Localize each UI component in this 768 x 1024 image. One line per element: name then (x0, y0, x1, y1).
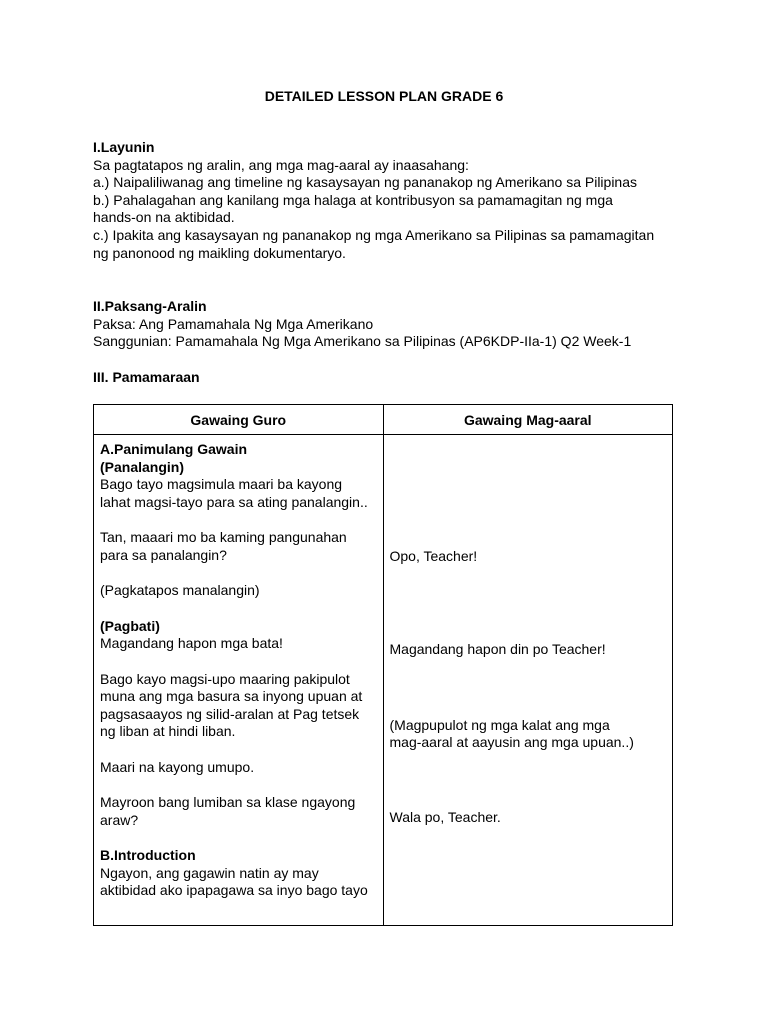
objectives-intro: Sa pagtatapos ng aralin, ang mga mag-aaral ay inaasahang: (93, 156, 469, 173)
teacher-line: Bago kayo magsi-upo maaring pakipulot (100, 671, 350, 687)
procedure-heading (93, 369, 693, 387)
column-header-student: Gawaing Mag-aaral (383, 405, 673, 435)
column-header-teacher: Gawaing Guro (94, 405, 384, 435)
teacher-line: para sa panalangin? (100, 547, 227, 563)
section-a-heading: A.Panimulang Gawain (100, 441, 248, 457)
section-b-heading: B.Introduction (100, 847, 196, 863)
greeting-heading: (Pagbati) (100, 618, 160, 634)
document-title: DETAILED LESSON PLAN GRADE 6 (264, 88, 504, 104)
teacher-line: Mayroon bang lumiban sa klase ngayong (100, 794, 356, 810)
table-row (94, 435, 673, 926)
objective-line: ng panonood ng maikling dokumentaryo. (93, 244, 346, 261)
objectives-section (93, 139, 693, 262)
subject-heading: II.Paksang-Aralin (93, 298, 207, 314)
student-line: (Magpupulot ng mga kalat ang mga (389, 717, 610, 733)
subject-topic: Paksa: Ang Pamamahala Ng Mga Amerikano (93, 315, 374, 332)
subject-reference: Sanggunian: Pamamahala Ng Mga Amerikano sa Pilipinas (AP6KDP-IIa-1) Q2 Week-1 (93, 333, 632, 350)
objective-line: b.) Pahalagahan ang kanilang mga halaga at kontribusyon sa pamamagitan ng mga (93, 191, 613, 208)
teacher-line: araw? (100, 812, 139, 828)
lesson-plan-table (93, 404, 673, 926)
teacher-cell (94, 435, 384, 926)
teacher-line: lahat magsi-tayo para sa ating panalangin.. (100, 494, 368, 510)
student-line: Opo, Teacher! (389, 548, 478, 564)
teacher-line: aktibidad ako ipapagawa sa inyo bago tayo (100, 882, 368, 898)
student-line: mag-aaral at aayusin ang mga upuan..) (389, 734, 634, 750)
student-line: Magandang hapon din po Teacher! (389, 641, 606, 657)
teacher-line: Maari na kayong umupo. (100, 759, 255, 775)
student-line: Wala po, Teacher. (389, 809, 501, 825)
teacher-line: muna ang mga basura sa inyong upuan at (100, 688, 363, 704)
objective-line: a.) Naipaliliwanag ang timeline ng kasaysayan ng pananakop ng Amerikano sa Pilipinas (93, 174, 638, 191)
table-header-row (94, 405, 673, 435)
procedure-heading-text: III. Pamamaraan (93, 369, 200, 385)
teacher-line: Bago tayo magsimula maari ba kayong (100, 476, 343, 492)
objective-line: hands-on na aktibidad. (93, 209, 235, 226)
teacher-line: ng liban at hindi liban. (100, 723, 236, 739)
teacher-line: pagsasaayos ng silid-aralan at Pag tetsek (100, 706, 360, 722)
prayer-heading: (Panalangin) (100, 459, 185, 475)
subject-section (93, 298, 693, 351)
teacher-line: (Pagkatapos manalangin) (100, 582, 260, 598)
teacher-line: Magandang hapon mga bata! (100, 635, 283, 651)
teacher-line: Tan, maaari mo ba kaming pangunahan (100, 529, 347, 545)
teacher-line: Ngayon, ang gagawin natin ay may (100, 865, 319, 881)
student-cell (383, 435, 673, 926)
objective-line: c.) Ipakita ang kasaysayan ng pananakop ng mga Amerikano sa Pilipinas sa pamamagitan (93, 226, 655, 243)
objectives-heading: I.Layunin (93, 139, 155, 155)
